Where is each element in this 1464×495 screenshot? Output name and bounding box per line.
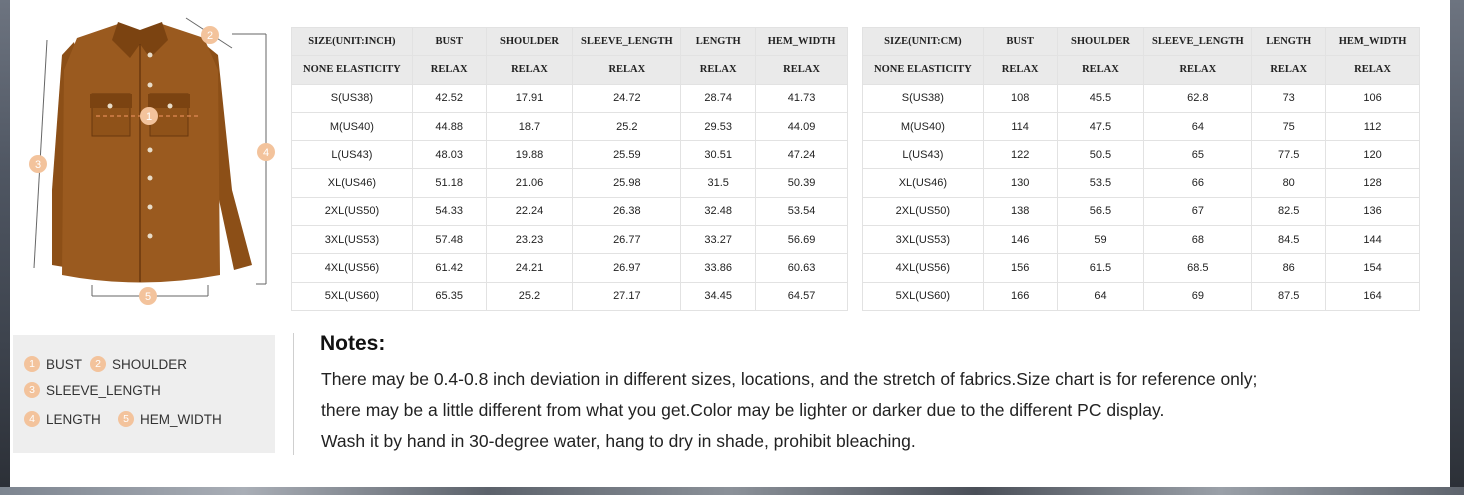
- measurement-cell: 48.03: [412, 141, 486, 169]
- subheader-cell: NONE ELASTICITY: [863, 56, 984, 84]
- measurement-cell: 86: [1252, 254, 1326, 282]
- measurement-cell: 45.5: [1057, 84, 1144, 112]
- legend-marker: 5: [118, 411, 134, 427]
- measurement-cell: 122: [983, 141, 1057, 169]
- measurement-cell: 68: [1144, 226, 1252, 254]
- measurement-cell: 54.33: [412, 197, 486, 225]
- measurement-cell: 33.86: [681, 254, 756, 282]
- size-label-cell: 3XL(US53): [292, 226, 413, 254]
- legend-item-shoulder: [90, 356, 187, 372]
- measurement-cell: 87.5: [1252, 282, 1326, 310]
- table-row: [292, 254, 848, 282]
- legend-label: BUST: [46, 356, 83, 372]
- subheader-cell: NONE ELASTICITY: [292, 56, 413, 84]
- measurement-cell: 56.69: [756, 226, 848, 254]
- note-line: There may be 0.4-0.8 inch deviation in different sizes, locations, and the stretch of fabrics.Size chart is for reference only;: [321, 369, 1258, 389]
- measurement-cell: 64.57: [756, 282, 848, 310]
- size-label-cell: 5XL(US60): [863, 282, 984, 310]
- size-label-cell: XL(US46): [863, 169, 984, 197]
- measurement-cell: 65: [1144, 141, 1252, 169]
- measurement-cell: 77.5: [1252, 141, 1326, 169]
- measurement-cell: 75: [1252, 112, 1326, 140]
- measurement-cell: 41.73: [756, 84, 848, 112]
- table-row: [863, 141, 1420, 169]
- measurement-cell: 24.21: [486, 254, 573, 282]
- size-label-cell: M(US40): [292, 112, 413, 140]
- measurement-cell: 60.63: [756, 254, 848, 282]
- measurement-cell: 144: [1326, 226, 1420, 254]
- size-label-cell: 2XL(US50): [863, 197, 984, 225]
- measurement-cell: 130: [983, 169, 1057, 197]
- header-cell: SHOULDER: [486, 28, 573, 56]
- subheader-cell: RELAX: [573, 56, 681, 84]
- measurement-cell: 29.53: [681, 112, 756, 140]
- legend-marker: 2: [90, 356, 106, 372]
- measurement-cell: 62.8: [1144, 84, 1252, 112]
- legend-item-bust: [24, 356, 82, 372]
- measurement-cell: 166: [983, 282, 1057, 310]
- measurement-cell: 146: [983, 226, 1057, 254]
- legend-label: SHOULDER: [112, 356, 188, 372]
- size-label-cell: L(US43): [863, 141, 984, 169]
- measurement-cell: 73: [1252, 84, 1326, 112]
- header-cell: SLEEVE_LENGTH: [1144, 28, 1252, 56]
- measurement-cell: 42.52: [412, 84, 486, 112]
- measurement-cell: 67: [1144, 197, 1252, 225]
- measurement-cell: 69: [1144, 282, 1252, 310]
- measurement-cell: 34.45: [681, 282, 756, 310]
- table-row: [292, 84, 848, 112]
- size-label-cell: 5XL(US60): [292, 282, 413, 310]
- header-cell: SIZE(UNIT:CM): [863, 28, 984, 56]
- table-subheader-row: [292, 56, 848, 84]
- measurement-cell: 25.2: [486, 282, 573, 310]
- measurement-cell: 17.91: [486, 84, 573, 112]
- table-row: [863, 282, 1420, 310]
- measurement-cell: 156: [983, 254, 1057, 282]
- table-row: [863, 197, 1420, 225]
- measurement-cell: 44.09: [756, 112, 848, 140]
- table-row: [292, 169, 848, 197]
- measurement-cell: 26.77: [573, 226, 681, 254]
- marker-hem-width: [139, 287, 157, 305]
- header-cell: BUST: [412, 28, 486, 56]
- measurement-cell: 64: [1057, 282, 1144, 310]
- measurement-cell: 51.18: [412, 169, 486, 197]
- table-row: [863, 226, 1420, 254]
- size-label-cell: 2XL(US50): [292, 197, 413, 225]
- subheader-cell: RELAX: [412, 56, 486, 84]
- svg-text:4: 4: [262, 147, 270, 159]
- measurement-cell: 64: [1144, 112, 1252, 140]
- measurement-cell: 31.5: [681, 169, 756, 197]
- legend-label: HEM_WIDTH: [140, 411, 222, 427]
- table-row: [863, 254, 1420, 282]
- marker-bust: [140, 107, 158, 125]
- measurement-cell: 44.88: [412, 112, 486, 140]
- header-cell: SLEEVE_LENGTH: [573, 28, 681, 56]
- measurement-cell: 18.7: [486, 112, 573, 140]
- legend-item-hem-width: [118, 411, 222, 427]
- measurement-cell: 61.5: [1057, 254, 1144, 282]
- measurement-cell: 23.23: [486, 226, 573, 254]
- marker-length: [257, 143, 275, 161]
- size-table-cm: [862, 27, 1420, 311]
- measurement-cell: 25.98: [573, 169, 681, 197]
- subheader-cell: RELAX: [681, 56, 756, 84]
- table-row: [292, 282, 848, 310]
- table-row: [863, 169, 1420, 197]
- subheader-cell: RELAX: [1144, 56, 1252, 84]
- size-label-cell: 3XL(US53): [863, 226, 984, 254]
- svg-text:1: 1: [145, 111, 153, 123]
- shirt-illustration: [22, 10, 284, 310]
- measurement-cell: 47.24: [756, 141, 848, 169]
- marker-shoulder: [201, 26, 219, 44]
- notes-title: Notes:: [320, 332, 386, 355]
- measurement-cell: 30.51: [681, 141, 756, 169]
- measurement-cell: 108: [983, 84, 1057, 112]
- table-row: [292, 112, 848, 140]
- measurement-cell: 19.88: [486, 141, 573, 169]
- measurement-cell: 82.5: [1252, 197, 1326, 225]
- measurement-cell: 106: [1326, 84, 1420, 112]
- measurement-cell: 50.39: [756, 169, 848, 197]
- subheader-cell: RELAX: [1252, 56, 1326, 84]
- measurement-cell: 53.54: [756, 197, 848, 225]
- measurement-cell: 80: [1252, 169, 1326, 197]
- notes-divider: [293, 333, 294, 455]
- header-cell: HEM_WIDTH: [1326, 28, 1420, 56]
- legend-label: LENGTH: [46, 411, 101, 427]
- measurement-cell: 66: [1144, 169, 1252, 197]
- size-label-cell: L(US43): [292, 141, 413, 169]
- measurement-cell: 114: [983, 112, 1057, 140]
- size-table-inch: [291, 27, 848, 311]
- measurement-cell: 25.2: [573, 112, 681, 140]
- measurement-cell: 164: [1326, 282, 1420, 310]
- measurement-cell: 120: [1326, 141, 1420, 169]
- size-label-cell: 4XL(US56): [292, 254, 413, 282]
- legend-item-length: [24, 411, 101, 427]
- measurement-cell: 56.5: [1057, 197, 1144, 225]
- table-subheader-row: [863, 56, 1420, 84]
- subheader-cell: RELAX: [1057, 56, 1144, 84]
- measurement-cell: 32.48: [681, 197, 756, 225]
- measurement-cell: 53.5: [1057, 169, 1144, 197]
- legend-marker: 3: [24, 382, 40, 398]
- measurement-cell: 21.06: [486, 169, 573, 197]
- legend-label: SLEEVE_LENGTH: [46, 382, 161, 398]
- header-cell: BUST: [983, 28, 1057, 56]
- table-row: [292, 197, 848, 225]
- header-cell: LENGTH: [681, 28, 756, 56]
- note-line: there may be a little different from what you get.Color may be lighter or darker due to the different PC display.: [321, 400, 1165, 420]
- measurement-cell: 138: [983, 197, 1057, 225]
- table-row: [863, 84, 1420, 112]
- note-line: Wash it by hand in 30-degree water, hang to dry in shade, prohibit bleaching.: [321, 431, 916, 451]
- legend-marker: 4: [24, 411, 40, 427]
- measurement-cell: 25.59: [573, 141, 681, 169]
- header-cell: SHOULDER: [1057, 28, 1144, 56]
- measurement-cell: 50.5: [1057, 141, 1144, 169]
- measurement-cell: 22.24: [486, 197, 573, 225]
- background-strip: [0, 487, 1464, 495]
- measurement-cell: 112: [1326, 112, 1420, 140]
- svg-text:5: 5: [144, 291, 152, 303]
- table-row: [863, 112, 1420, 140]
- measurement-cell: 27.17: [573, 282, 681, 310]
- table-row: [292, 226, 848, 254]
- measurement-cell: 154: [1326, 254, 1420, 282]
- marker-sleeve-length: [29, 155, 47, 173]
- measurement-cell: 136: [1326, 197, 1420, 225]
- header-cell: LENGTH: [1252, 28, 1326, 56]
- header-cell: HEM_WIDTH: [756, 28, 848, 56]
- measurement-cell: 33.27: [681, 226, 756, 254]
- legend-item-sleeve-length: [24, 382, 161, 398]
- measurement-cell: 26.97: [573, 254, 681, 282]
- measurement-cell: 57.48: [412, 226, 486, 254]
- measurement-cell: 26.38: [573, 197, 681, 225]
- size-label-cell: M(US40): [863, 112, 984, 140]
- measurement-cell: 47.5: [1057, 112, 1144, 140]
- shirt-image: [22, 10, 284, 310]
- measurement-cell: 84.5: [1252, 226, 1326, 254]
- subheader-cell: RELAX: [983, 56, 1057, 84]
- table-header-row: [863, 28, 1420, 56]
- size-label-cell: 4XL(US56): [863, 254, 984, 282]
- size-label-cell: S(US38): [863, 84, 984, 112]
- size-label-cell: XL(US46): [292, 169, 413, 197]
- svg-text:3: 3: [34, 159, 42, 171]
- measurement-cell: 61.42: [412, 254, 486, 282]
- table-header-row: [292, 28, 848, 56]
- measurement-cell: 65.35: [412, 282, 486, 310]
- measurement-cell: 68.5: [1144, 254, 1252, 282]
- header-cell: SIZE(UNIT:INCH): [292, 28, 413, 56]
- measurement-cell: 24.72: [573, 84, 681, 112]
- measurement-cell: 59: [1057, 226, 1144, 254]
- table-row: [292, 141, 848, 169]
- subheader-cell: RELAX: [486, 56, 573, 84]
- svg-text:2: 2: [206, 30, 214, 42]
- measurement-legend: [13, 335, 275, 453]
- legend-marker: 1: [24, 356, 40, 372]
- subheader-cell: RELAX: [1326, 56, 1420, 84]
- size-label-cell: S(US38): [292, 84, 413, 112]
- measurement-cell: 28.74: [681, 84, 756, 112]
- subheader-cell: RELAX: [756, 56, 848, 84]
- measurement-cell: 128: [1326, 169, 1420, 197]
